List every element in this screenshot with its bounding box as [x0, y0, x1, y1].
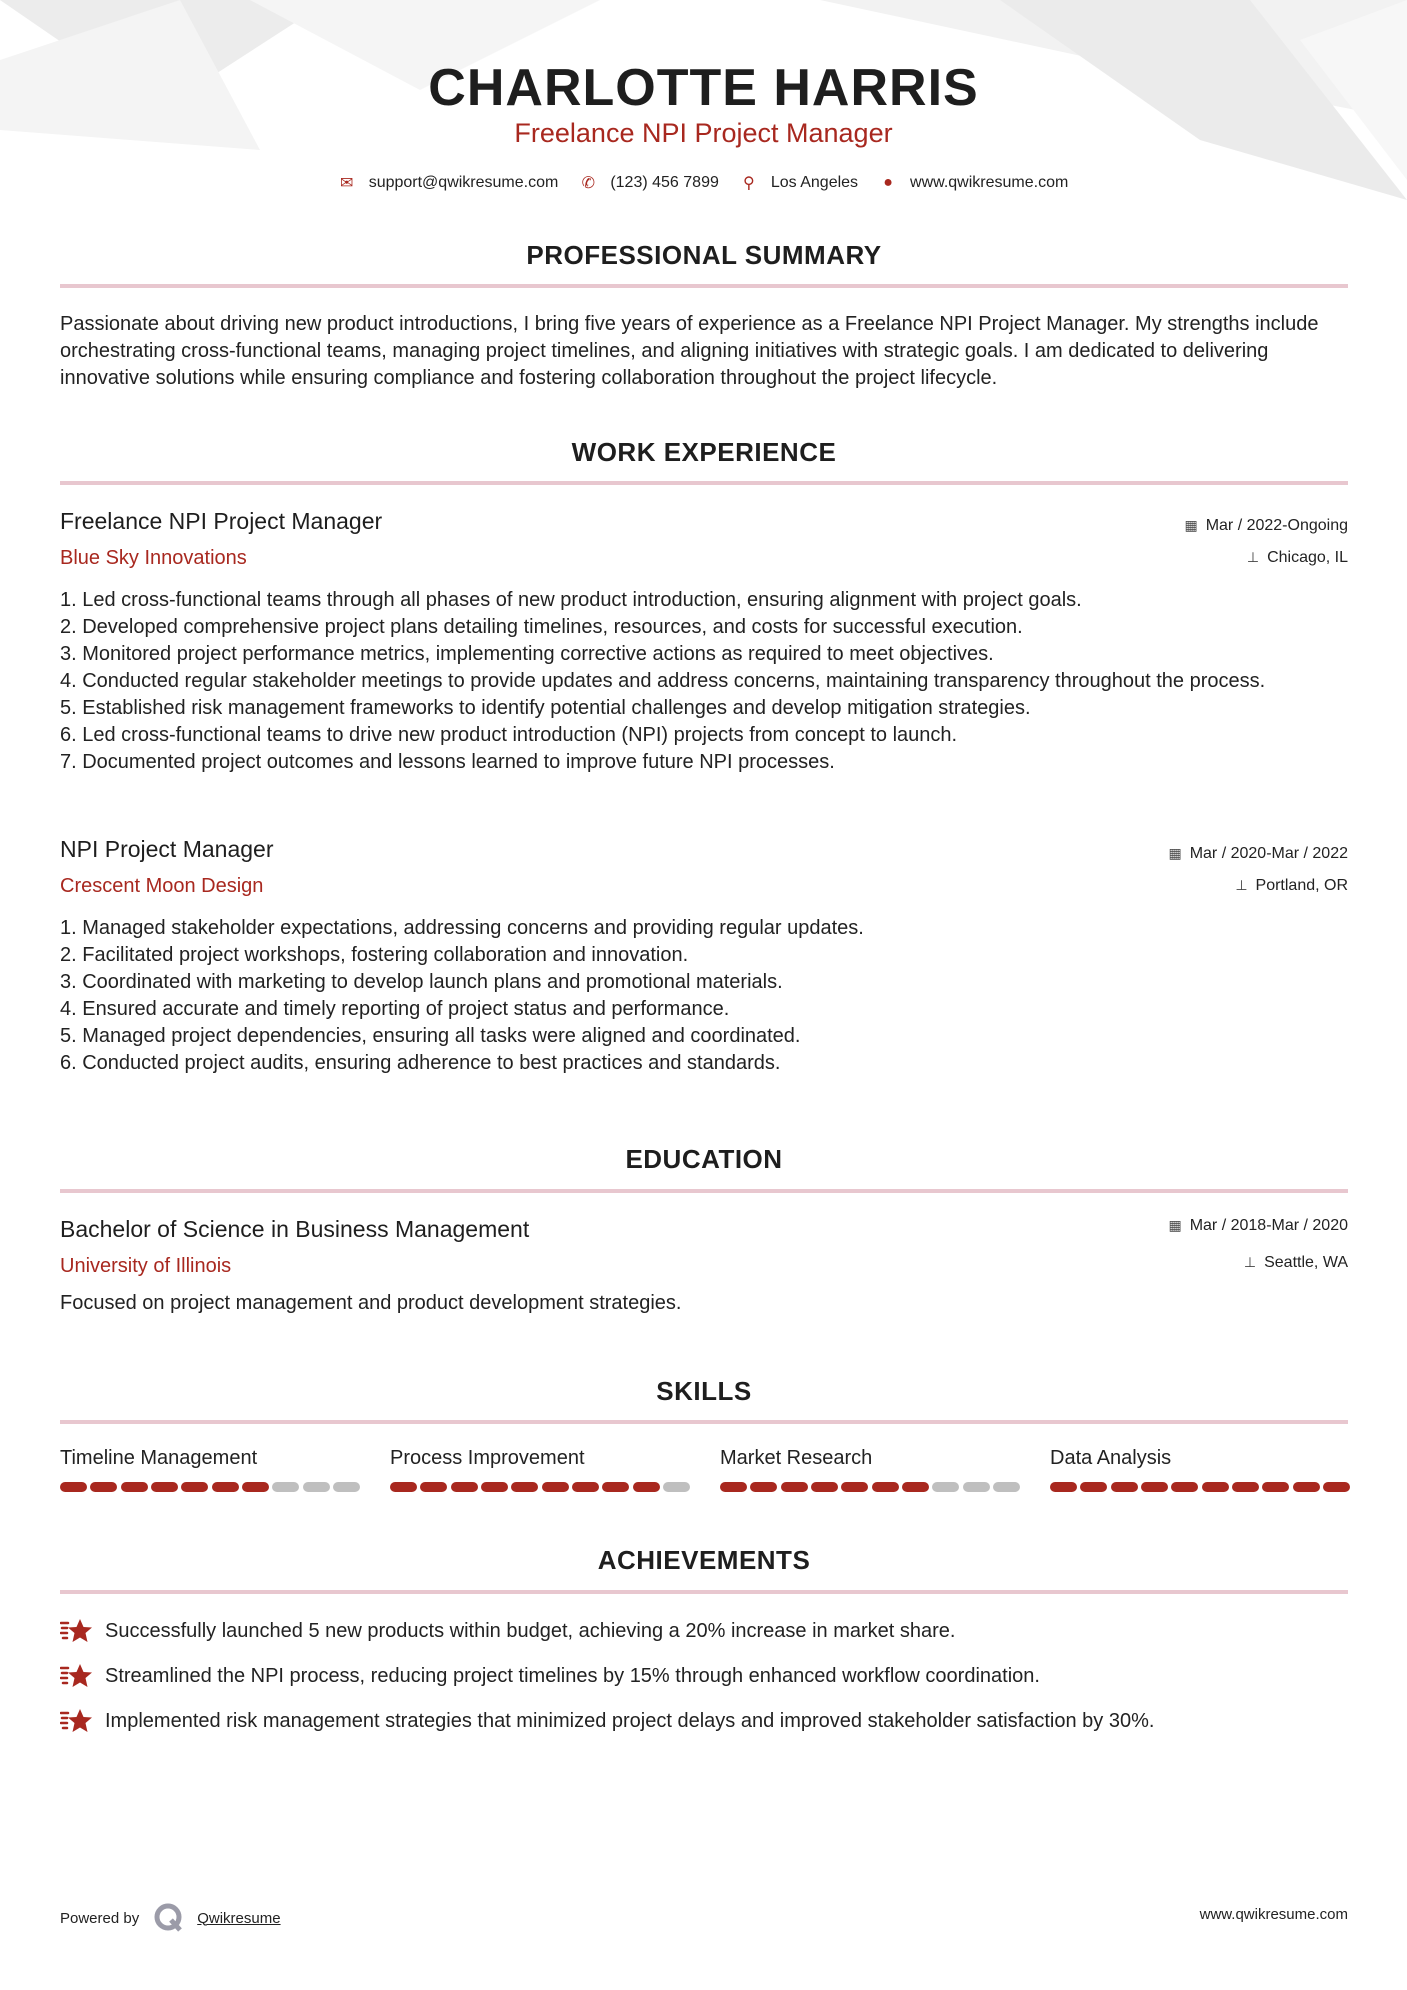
summary-text: Passionate about driving new product introductions, I bring five years of experience as a Freelance NPI Project Manager. My strengths include orchestrating cross-functional teams, managing project timelines, and aligning initiatives with strategic goals. I am dedicated to delivering innovative solutions while ensuring compliance and fostering collaboration throughout the project lifecycle.: [60, 313, 1319, 389]
summary-heading: PROFESSIONAL SUMMARY: [526, 240, 882, 270]
pushpin-icon: ⊥: [1246, 549, 1260, 565]
bullet-item: 6. Led cross-functional teams to drive new product introduction (NPI) projects from concept to launch.: [60, 724, 958, 746]
job-title: NPI Project Manager: [60, 836, 274, 862]
bullet-item: 3. Monitored project performance metrics, implementing corrective actions as required to meet objectives.: [60, 643, 994, 665]
skill-segment: [932, 1482, 959, 1492]
skill-segment: [963, 1482, 990, 1492]
skill-segment: [1323, 1482, 1350, 1492]
skill-level-bar: [1050, 1482, 1350, 1492]
degree-title: Bachelor of Science in Business Management: [60, 1216, 530, 1242]
bullet-item: 4. Ensured accurate and timely reporting of project status and performance.: [60, 998, 730, 1020]
skill-item: [60, 1447, 360, 1492]
star-icon: [60, 1617, 93, 1645]
skill-segment: [181, 1482, 208, 1492]
education-description: Focused on project management and product development strategies.: [60, 1292, 682, 1314]
contact-bar: [0, 173, 1407, 193]
pushpin-icon: ⊥: [1235, 877, 1248, 893]
skill-segment: [542, 1482, 569, 1492]
footer-powered: [60, 1902, 281, 1934]
envelope-icon: ✉: [339, 175, 354, 192]
achievement-item: [60, 1707, 1154, 1735]
qwikresume-logo-icon: [153, 1902, 185, 1934]
contact-email[interactable]: support@qwikresume.com: [368, 174, 559, 191]
skill-segment: [993, 1482, 1020, 1492]
skill-segment: [872, 1482, 899, 1492]
skill-segment: [90, 1482, 117, 1492]
experience-heading: WORK EXPERIENCE: [571, 437, 837, 467]
job-dates: [1184, 517, 1348, 535]
skill-segment: [420, 1482, 447, 1492]
skill-segment: [511, 1482, 538, 1492]
bullet-item: 1. Managed stakeholder expectations, addressing concerns and providing regular updates.: [60, 917, 864, 939]
job-location-text: Portland, OR: [1255, 877, 1348, 894]
job-bullets: [60, 587, 1350, 776]
bullet-item: 4. Conducted regular stakeholder meetings to provide updates and address concerns, maintaining transparency throughout the process.: [60, 670, 1266, 692]
skill-segment: [1202, 1482, 1229, 1492]
skill-segment: [303, 1482, 330, 1492]
skill-segment: [902, 1482, 929, 1492]
job-company: Crescent Moon Design: [60, 875, 264, 897]
skill-name: Timeline Management: [60, 1447, 258, 1469]
pushpin-icon: ⊥: [1243, 1254, 1257, 1270]
skill-segment: [212, 1482, 239, 1492]
skill-segment: [663, 1482, 690, 1492]
divider: [60, 1420, 1348, 1424]
skill-segment: [720, 1482, 747, 1492]
skill-segment: [1080, 1482, 1107, 1492]
star-icon: [60, 1707, 93, 1735]
achievement-item: [60, 1617, 955, 1645]
achievement-text: Implemented risk management strategies that minimized project delays and improved stakeholder satisfaction by 30%.: [105, 1709, 1155, 1732]
education-dates-text: Mar / 2018-Mar / 2020: [1189, 1217, 1348, 1234]
bullet-item: 2. Developed comprehensive project plans detailing timelines, resources, and costs for successful execution.: [60, 616, 1023, 638]
footer-website[interactable]: www.qwikresume.com: [1199, 1906, 1348, 1923]
divider: [60, 481, 1348, 485]
skill-segment: [242, 1482, 269, 1492]
brand-link[interactable]: Qwikresume: [197, 1909, 281, 1927]
calendar-icon: ▦: [1184, 517, 1198, 533]
candidate-name: CHARLOTTE HARRIS: [428, 59, 979, 117]
skill-name: Data Analysis: [1050, 1447, 1172, 1469]
bullet-item: 5. Established risk management frameworks to identify potential challenges and develop mitigation strategies.: [60, 697, 1031, 719]
skill-segment: [841, 1482, 868, 1492]
skill-segment: [1111, 1482, 1138, 1492]
skill-segment: [1262, 1482, 1289, 1492]
map-marker-icon: ⚲: [743, 175, 755, 192]
skill-segment: [390, 1482, 417, 1492]
school-name: University of Illinois: [60, 1255, 232, 1277]
divider: [60, 284, 1348, 288]
skill-level-bar: [720, 1482, 1020, 1492]
job-dates-text: Mar / 2020-Mar / 2022: [1189, 845, 1348, 862]
contact-phone: (123) 456 7899: [610, 174, 719, 191]
education-heading: EDUCATION: [625, 1144, 783, 1174]
job-dates: [1168, 845, 1348, 863]
skill-segment: [451, 1482, 478, 1492]
job-location-text: Chicago, IL: [1267, 549, 1348, 566]
skill-segment: [481, 1482, 508, 1492]
skill-segment: [60, 1482, 87, 1492]
skill-level-bar: [390, 1482, 690, 1492]
skill-segment: [811, 1482, 838, 1492]
job-location: [1247, 549, 1348, 567]
skill-segment: [602, 1482, 629, 1492]
bullet-item: 7. Documented project outcomes and lessons learned to improve future NPI processes.: [60, 751, 835, 773]
skill-segment: [572, 1482, 599, 1492]
skill-item: [390, 1447, 690, 1492]
star-icon: [60, 1662, 93, 1690]
powered-by-label: Powered by: [60, 1909, 140, 1927]
skill-item: [720, 1447, 1020, 1492]
achievement-text: Streamlined the NPI process, reducing project timelines by 15% through enhanced workflow coordination.: [105, 1664, 1040, 1687]
education-dates: [1168, 1217, 1348, 1235]
skill-segment: [1141, 1482, 1168, 1492]
skill-segment: [1293, 1482, 1320, 1492]
job-location: [1235, 877, 1348, 895]
job-dates-text: Mar / 2022-Ongoing: [1205, 517, 1348, 534]
bullet-item: 2. Facilitated project workshops, fostering collaboration and innovation.: [60, 944, 689, 966]
achievements-heading: ACHIEVEMENTS: [597, 1545, 811, 1575]
job-bullets: [60, 915, 1350, 1077]
education-location: [1244, 1254, 1348, 1272]
calendar-icon: ▦: [1168, 845, 1182, 861]
skill-segment: [633, 1482, 660, 1492]
contact-website[interactable]: www.qwikresume.com: [910, 174, 1069, 191]
globe-icon: ●: [883, 174, 893, 191]
skill-segment: [1232, 1482, 1259, 1492]
job-company: Blue Sky Innovations: [60, 547, 247, 569]
achievement-item: [60, 1662, 1040, 1690]
skill-name: Market Research: [720, 1447, 873, 1469]
skill-segment: [151, 1482, 178, 1492]
candidate-title: Freelance NPI Project Manager: [514, 118, 893, 148]
skill-segment: [121, 1482, 148, 1492]
calendar-icon: ▦: [1168, 1217, 1182, 1233]
skill-segment: [272, 1482, 299, 1492]
skill-name: Process Improvement: [390, 1447, 585, 1469]
bullet-item: 1. Led cross-functional teams through all phases of new product introduction, ensuring alignment with project goals.: [60, 589, 1082, 611]
skill-level-bar: [60, 1482, 360, 1492]
contact-location: Los Angeles: [770, 174, 859, 191]
phone-icon: ✆: [581, 175, 596, 192]
skill-segment: [781, 1482, 808, 1492]
skill-item: [1050, 1447, 1350, 1492]
divider: [60, 1590, 1348, 1594]
skill-segment: [333, 1482, 360, 1492]
job-title: Freelance NPI Project Manager: [60, 508, 383, 534]
divider: [60, 1189, 1348, 1193]
achievement-text: Successfully launched 5 new products within budget, achieving a 20% increase in market share.: [105, 1619, 956, 1642]
bullet-item: 5. Managed project dependencies, ensuring all tasks were aligned and coordinated.: [60, 1025, 801, 1047]
skill-segment: [750, 1482, 777, 1492]
skill-segment: [1171, 1482, 1198, 1492]
skill-segment: [1050, 1482, 1077, 1492]
skills-heading: SKILLS: [656, 1376, 752, 1406]
bullet-item: 6. Conducted project audits, ensuring adherence to best practices and standards.: [60, 1052, 781, 1074]
education-location-text: Seattle, WA: [1264, 1254, 1348, 1271]
bullet-item: 3. Coordinated with marketing to develop launch plans and promotional materials.: [60, 971, 783, 993]
